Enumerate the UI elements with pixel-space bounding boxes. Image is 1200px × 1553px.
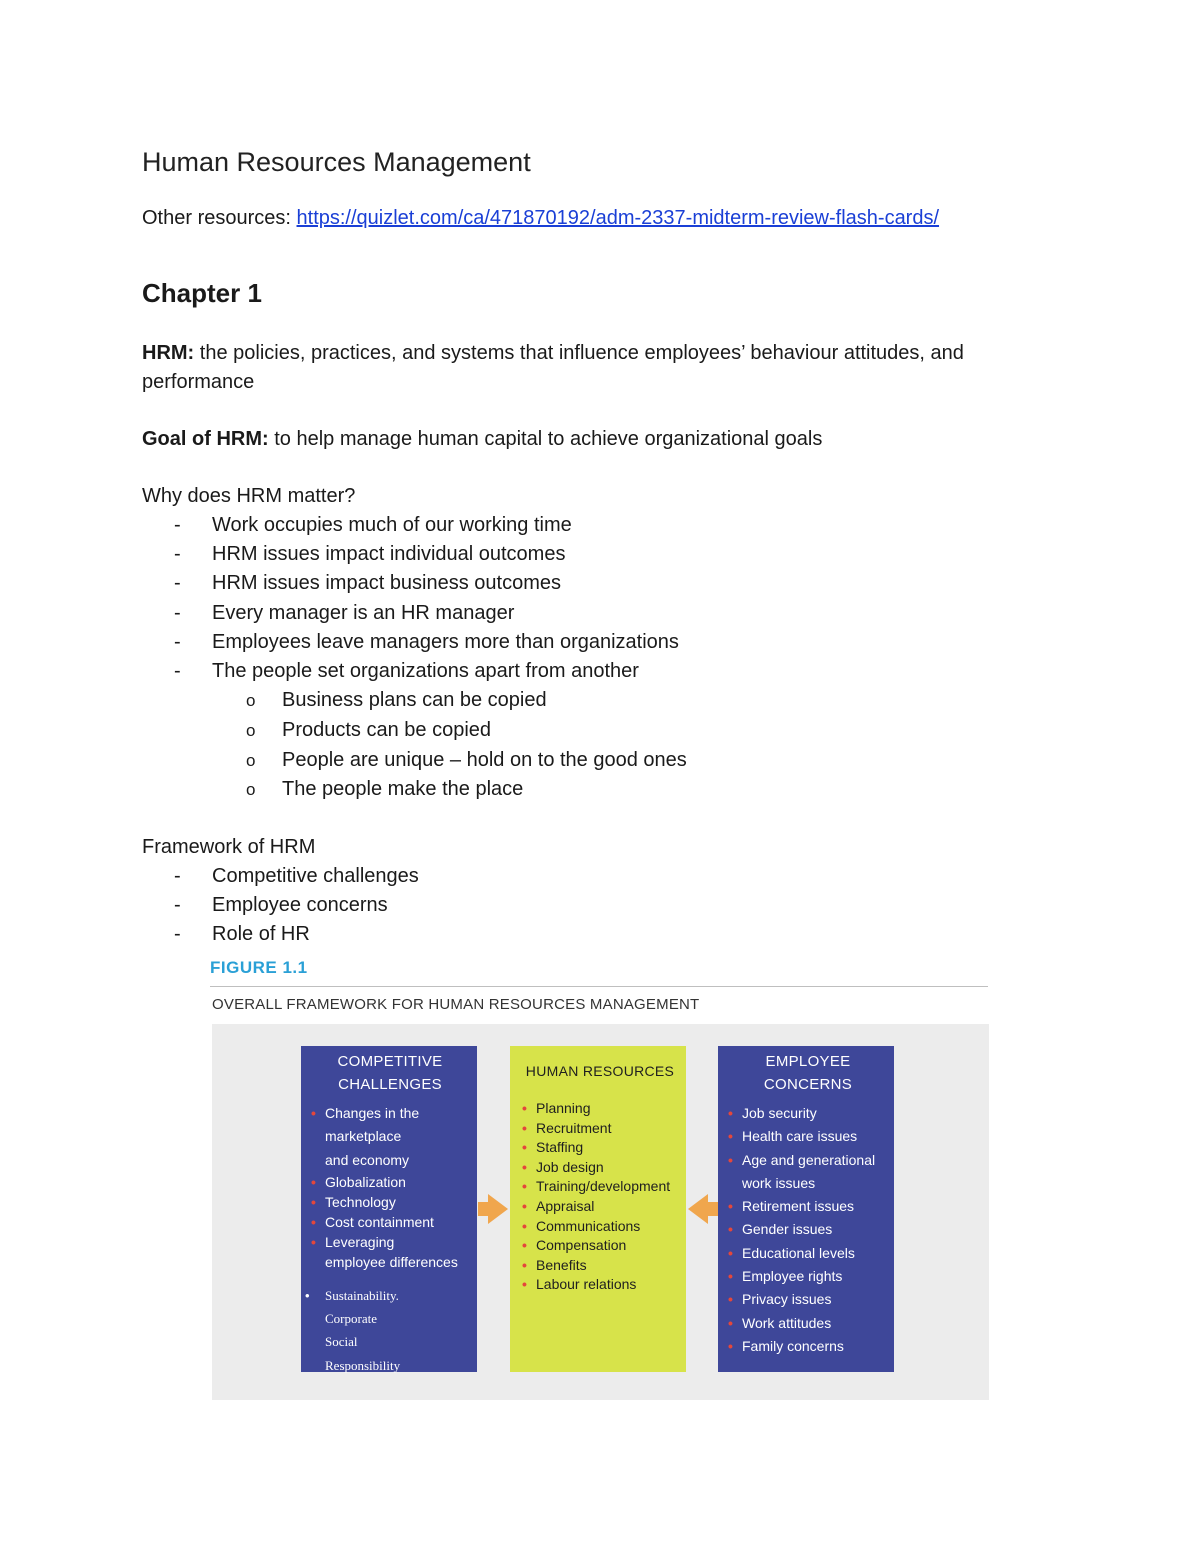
list-item: Social: [325, 1334, 358, 1350]
document-title: Human Resources Management: [142, 147, 531, 177]
box-title: CONCERNS: [763, 1076, 853, 1093]
list-item: • Employee rights: [728, 1268, 843, 1285]
list-item: • Retirement issues: [728, 1198, 855, 1215]
arrow-stem: [706, 1202, 718, 1216]
figure-divider: [210, 986, 988, 987]
list-item: and economy: [325, 1151, 410, 1168]
other-resources-line: [142, 204, 1042, 233]
document-body: [142, 140, 1042, 950]
list-item: Corporate: [325, 1311, 377, 1327]
list-item: - Work occupies much of our working time: [174, 514, 572, 536]
list-item: • Sustainability.: [305, 1287, 399, 1303]
list-item: • Work attitudes: [728, 1314, 832, 1331]
list-item: work issues: [742, 1174, 816, 1191]
figure-panel: [212, 1024, 989, 1400]
list-item: o People are unique – hold on to the good ones: [246, 748, 687, 771]
list-item: • Cost containment: [311, 1213, 434, 1230]
box-title: EMPLOYEE: [765, 1053, 851, 1070]
list-item: Responsibility: [325, 1357, 401, 1373]
list-item: o Products can be copied: [246, 718, 492, 741]
human-resources-box: [510, 1046, 686, 1372]
hrm-term: HRM:: [142, 342, 195, 364]
list-item: • Age and generational: [728, 1151, 876, 1168]
employee-concerns-box: [718, 1046, 894, 1372]
list-item: - Employees leave managers more than organizations: [174, 630, 679, 653]
goal-definition-text: to help manage human capital to achieve organizational goals: [268, 428, 823, 450]
chapter-heading: Chapter 1: [142, 278, 262, 308]
list-item: • Planning: [522, 1100, 591, 1116]
hrm-definition: [142, 339, 1042, 397]
employee-concerns-list: [728, 1102, 888, 1358]
goal-term: Goal of HRM:: [142, 428, 269, 450]
list-item: • Technology: [311, 1193, 396, 1210]
list-item: marketplace: [325, 1128, 402, 1145]
hrm-definition-text: the policies, practices, and systems that influence employees’ behaviour attitudes, and performance: [142, 342, 964, 393]
goal-of-hrm: [142, 425, 1042, 454]
figure-label: FIGURE 1.1: [210, 958, 308, 977]
list-item: - Role of HR: [174, 923, 310, 946]
human-resources-list: [522, 1099, 678, 1295]
list-item: • Privacy issues: [728, 1291, 832, 1308]
box-title: HUMAN RESOURCES: [525, 1063, 675, 1079]
competitive-challenges-box: [301, 1046, 477, 1372]
list-item: - Employee concerns: [174, 894, 388, 917]
list-item: - The people set organizations apart from another: [174, 660, 639, 683]
list-item: - HRM issues impact individual outcomes: [174, 543, 566, 566]
figure-caption: OVERALL FRAMEWORK FOR HUMAN RESOURCES MANAGEMENT: [212, 996, 700, 1013]
why-sub-list: [142, 686, 1042, 805]
why-list: [142, 511, 1042, 686]
box-title: COMPETITIVE: [337, 1053, 443, 1070]
why-heading: Why does HRM matter?: [142, 485, 356, 507]
framework-heading: Framework of HRM: [142, 836, 316, 859]
list-item: - HRM issues impact business outcomes: [174, 572, 562, 595]
list-item: • Gender issues: [728, 1221, 833, 1238]
list-item: - Every manager is an HR manager: [174, 601, 515, 624]
list-item: • Staffing: [522, 1139, 584, 1156]
list-item: • Compensation: [522, 1237, 627, 1254]
list-item: o Business plans can be copied: [246, 689, 547, 712]
list-item: • Changes in the: [311, 1105, 420, 1121]
framework-list: [142, 862, 1042, 950]
list-item: - Competitive challenges: [174, 865, 419, 888]
list-item: employee differences: [325, 1253, 458, 1270]
resources-label: Other resources:: [142, 207, 297, 229]
competitive-list: [311, 1102, 469, 1272]
list-item: • Benefits: [522, 1256, 587, 1273]
list-item: • Globalization: [311, 1173, 406, 1190]
list-item: • Educational levels: [728, 1244, 855, 1261]
list-item: o The people make the place: [246, 778, 524, 801]
list-item: • Recruitment: [522, 1119, 612, 1136]
list-item: • Health care issues: [728, 1128, 858, 1145]
list-item: • Job security: [728, 1105, 817, 1121]
list-item: • Leveraging: [311, 1233, 395, 1250]
list-item: • Labour relations: [522, 1276, 637, 1293]
list-item: • Training/development: [522, 1178, 671, 1195]
left-arrow-icon: [688, 1194, 708, 1224]
box-title: CHALLENGES: [338, 1076, 442, 1093]
quizlet-link[interactable]: https://quizlet.com/ca/471870192/adm-2337-midterm-review-flash-cards/: [296, 207, 940, 229]
list-item: • Job design: [522, 1158, 604, 1175]
list-item: • Appraisal: [522, 1197, 595, 1214]
list-item: • Family concerns: [728, 1337, 844, 1354]
competitive-extra-list: [305, 1284, 469, 1377]
right-arrow-icon: [488, 1194, 508, 1224]
list-item: • Communications: [522, 1217, 641, 1234]
figure-hrm-framework: [210, 958, 990, 1403]
